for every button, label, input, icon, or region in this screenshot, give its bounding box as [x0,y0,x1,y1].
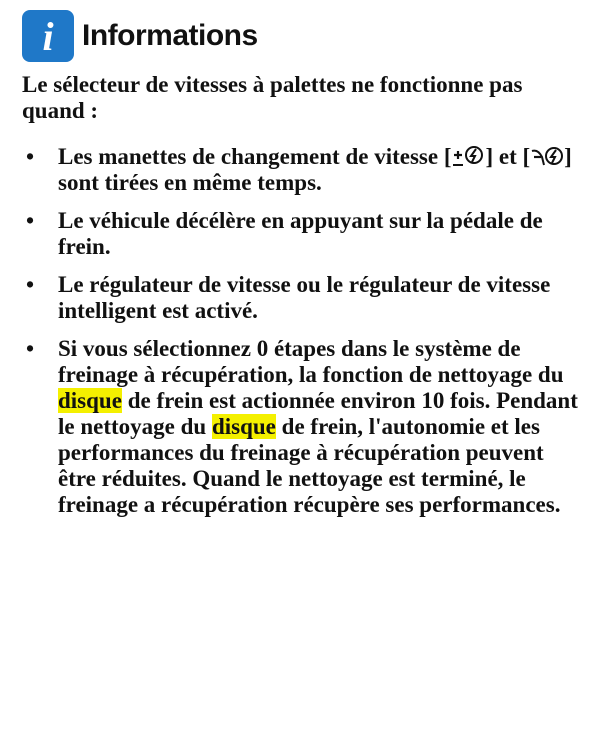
highlighted-word: disque [58,388,122,413]
list-item: • Le régulateur de vitesse ou le régulateur de vitesse intelligent est activé. [26,272,551,323]
highlighted-word: disque [211,414,276,439]
paddle-plus-regen-icon [451,145,485,167]
section-title: Informations [82,19,258,52]
list-item: • Les manettes de changement de vitesse [ ] et [ ] sont tirées en même temps. [26,144,572,195]
list-item: • Si vous sélectionnez 0 étapes dans le système de freinage à récupération, la fonction de nettoyage du disque de frein est actionnée environ 10 fois. Pendant le nettoyage du disque de frein, l'autonomie et les performances du freinage à récupération peuvent être réduites. Quand le nettoyage est terminé, le freinage a récupération récupère ses performances. [26,336,578,517]
paddle-minus-regen-icon [530,145,564,167]
info-header [22,8,258,64]
intro-text: Le sélecteur de vitesses à palettes ne fonctionne pas quand : [22,72,523,123]
bullet-dot: • [26,272,35,297]
bullet-dot: • [26,336,35,361]
condition-list [22,144,582,530]
info-icon: i [22,10,74,62]
bullet-dot: • [26,144,35,169]
list-item: • Le véhicule décélère en appuyant sur la pédale de frein. [26,208,543,259]
bullet-dot: • [26,208,35,233]
